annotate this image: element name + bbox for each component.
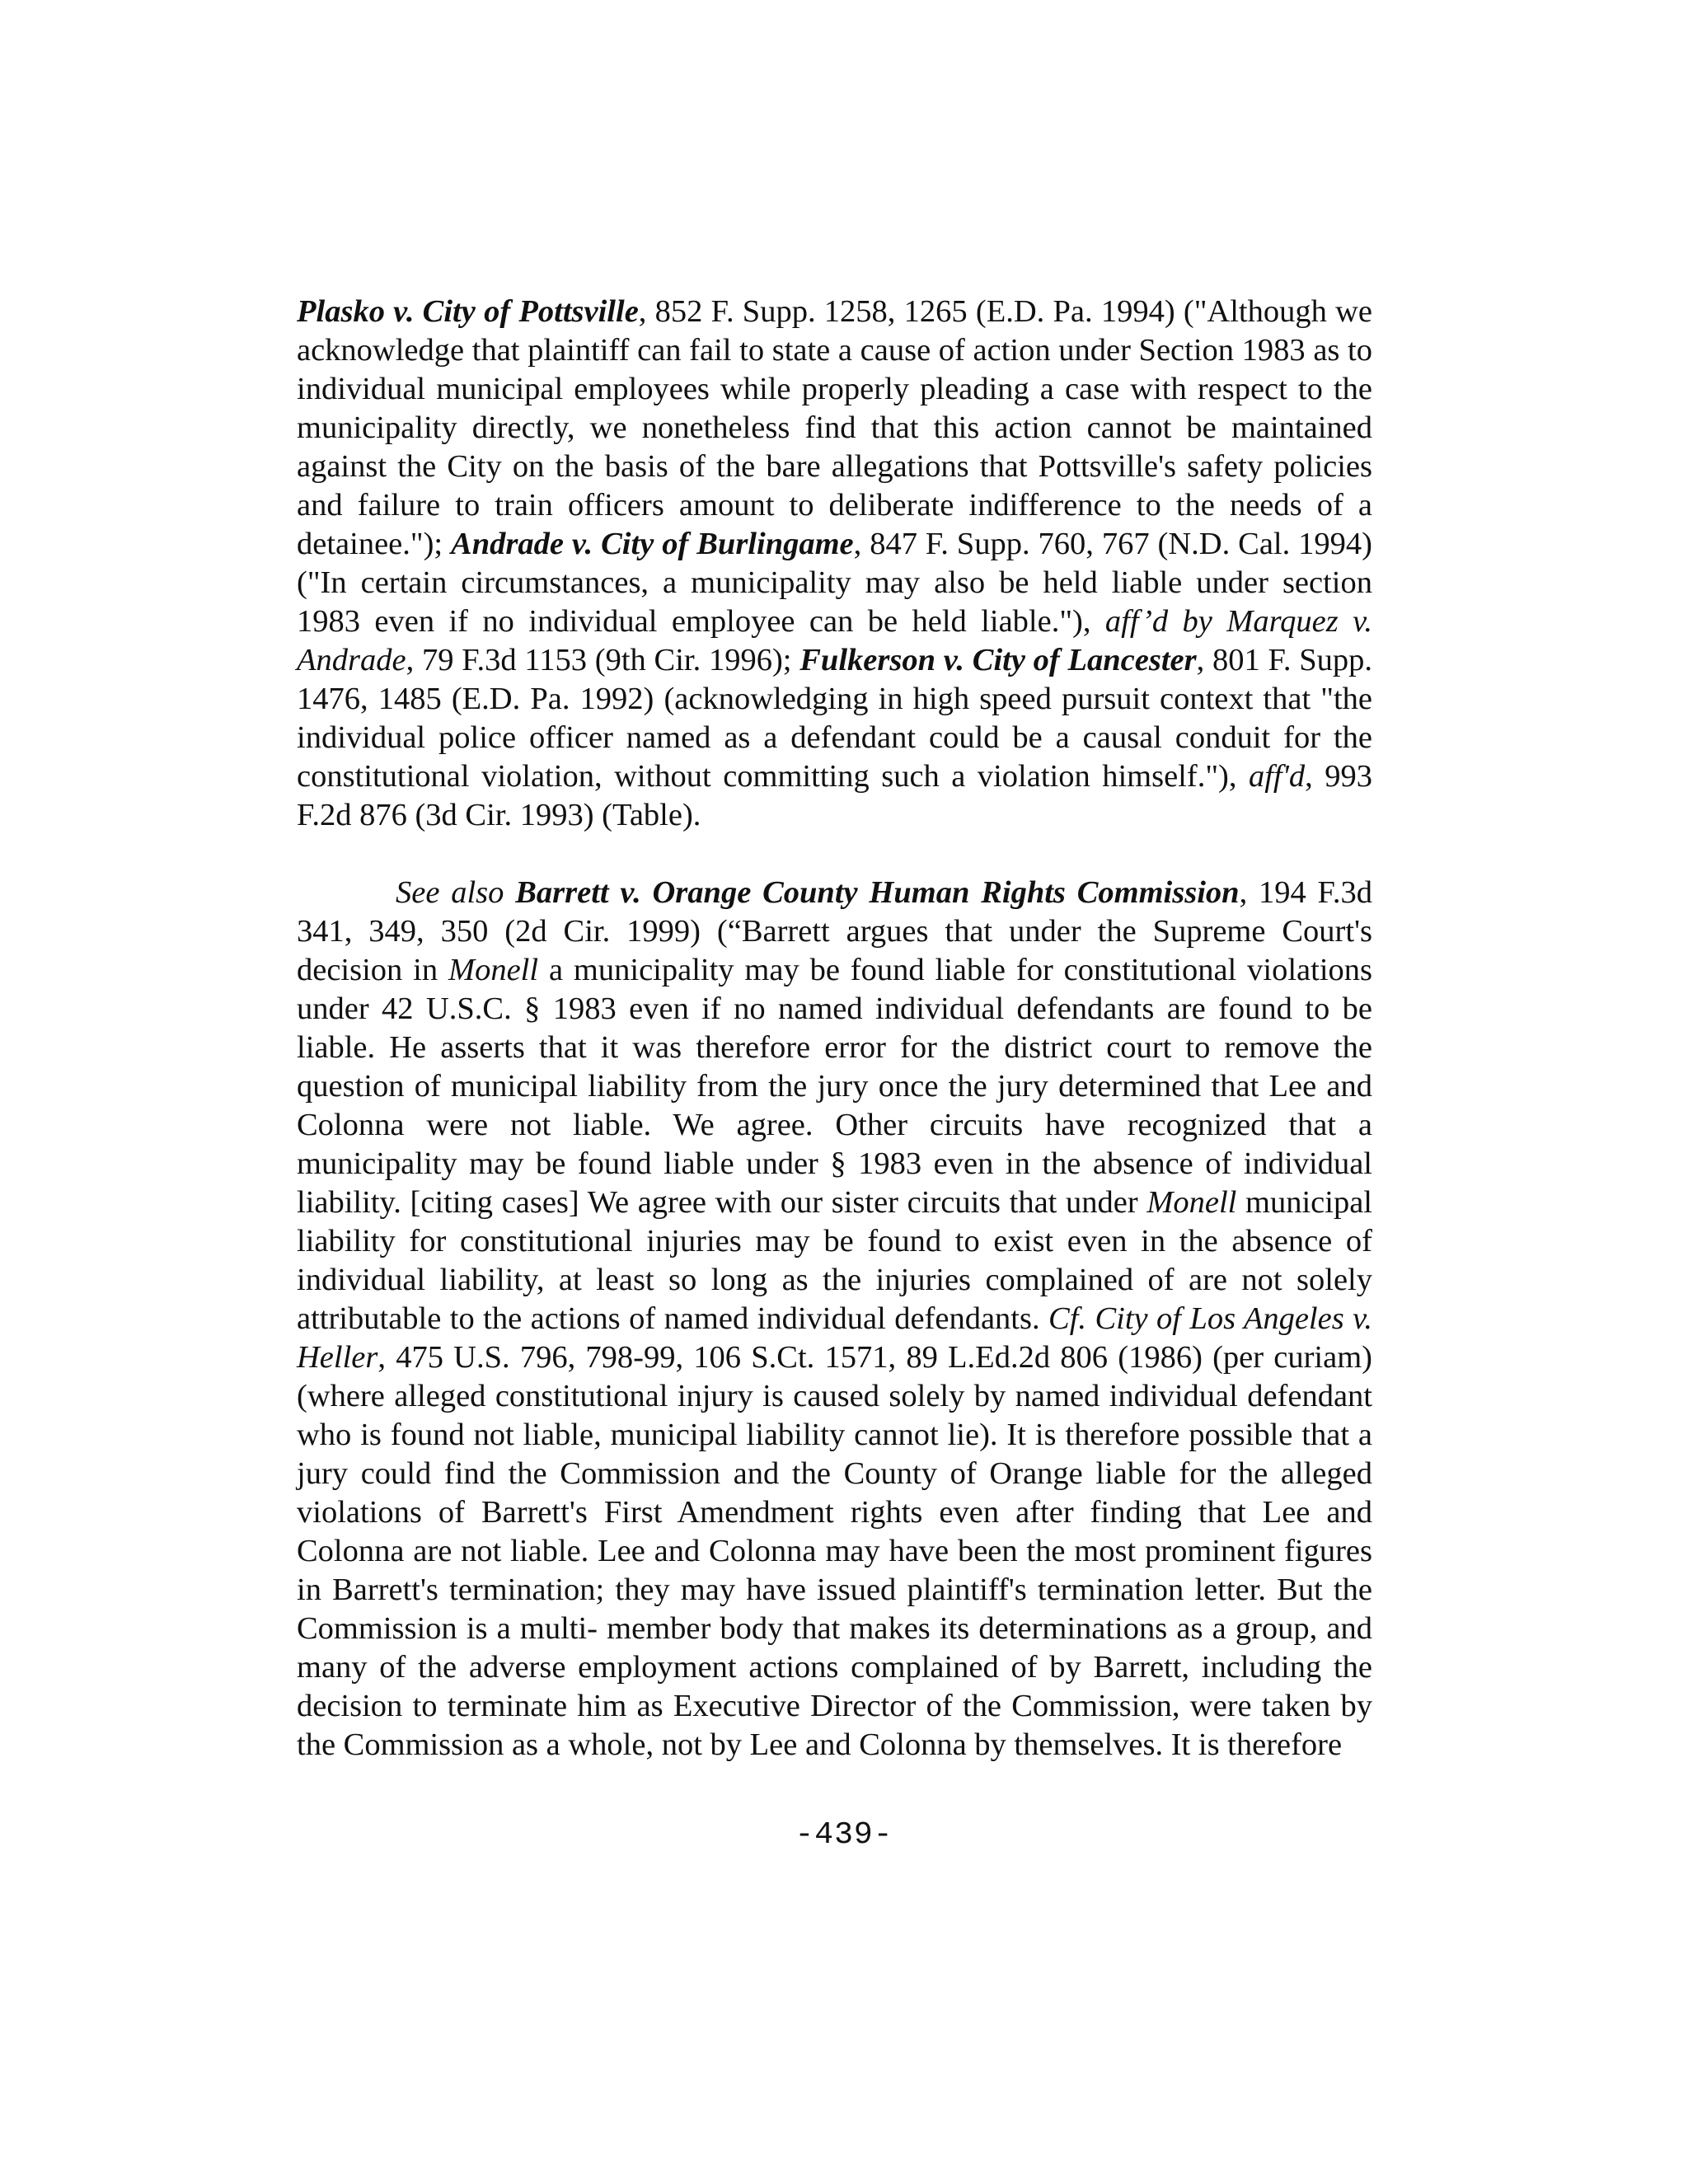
citation-text: , 79 F.3d 1153 (9th Cir. 1996);	[406, 643, 800, 677]
citation-text: , 801 F. Supp. 1476, 1485 (E.D. Pa. 1992) (acknowledging in high speed pursuit context that "the individual police officer named as a defendant could be a causal conduit for the constitutional violation, without committing such a violation himself."),	[297, 643, 1372, 794]
quote-text: , 194 F.3d 341, 349, 350 (2d Cir. 1999) (“Barrett argues that under the Supreme Court's decision in	[297, 875, 1373, 987]
case-name-barrett: Barrett v. Orange County Human Rights Commission	[515, 875, 1240, 910]
case-name-heller: Cf. City of Los Angeles v. Heller	[297, 1301, 1372, 1375]
page-number: -439-	[795, 1817, 893, 1853]
quote-text: a municipality may be found liable for constitutional violations under 42 U.S.C. § 1983 even if no named individual defendants are found to be liable. He asserts that it was therefore error for the district court to remove the question of municipal liability from the jury once the jury determined that Lee and Colonna were not liable. We agree. Other circuits have recognized that a municipality may be found liable under § 1983 even in the absence of individual liability. [citing cases] We agree with our sister circuits that under	[297, 953, 1372, 1220]
citation-text: , 847 F. Supp. 760, 767 (N.D. Cal. 1994) ("In certain circumstances, a municipality may also be held liable under section 1983 even if no individual employee can be held liable."),	[297, 527, 1373, 639]
paragraph-barrett-quote	[297, 874, 1372, 1765]
subsequent-history-affd: aff'd	[1248, 759, 1306, 794]
subsequent-history-marquez: aff’d by Marquez v. Andrade	[297, 604, 1372, 677]
signal-space	[504, 875, 515, 910]
quote-text: , 475 U.S. 796, 798-99, 106 S.Ct. 1571, 89 L.Ed.2d 806 (1986) (per curiam) (where alleged constitutional injury is caused solely by named individual defendant who is found not liable, municipal liability cannot lie). It is therefore possible that a jury could find the Commission and the County of Orange liable for the alleged violations of Barrett's First Amendment rights even after finding that Lee and Colonna are not liable. Lee and Colonna may have been the most prominent figures in Barrett's termination; they may have issued plaintiff's termination letter. But the Commission is a multi- member body that makes its determinations as a group, and many of the adverse employment actions complained of by Barrett, including the decision to terminate him as Executive Director of the Commission, were taken by the Commission as a whole, not by Lee and Colonna by themselves. It is therefore	[297, 1340, 1372, 1762]
case-short-monell: Monell	[448, 953, 539, 987]
body-text	[297, 293, 1372, 1765]
paragraph-plasko-citations	[297, 293, 1372, 835]
signal-see-also: See also	[396, 875, 504, 910]
case-name-fulkerson: Fulkerson v. City of Lancester	[799, 643, 1197, 677]
case-name-andrade: Andrade v. City of Burlingame	[451, 527, 854, 561]
case-short-monell: Monell	[1146, 1185, 1237, 1220]
quote-text: municipal liability for constitutional injuries may be found to exist even in the absence of individual liability, at least so long as the injuries complained of are not solely attributable to the actions of named individual defendants.	[297, 1185, 1373, 1336]
case-name-plasko: Plasko v. City of Pottsville	[297, 294, 639, 329]
citation-text: , 852 F. Supp. 1258, 1265 (E.D. Pa. 1994) ("Although we acknowledge that plaintiff can fail to state a cause of action under Section 1983 as to individual municipal employees while properly pleading a case with respect to the municipality directly, we nonetheless find that this action cannot be maintained against the City on the basis of the bare allegations that Pottsville's safety policies and failure to train officers amount to deliberate indifference to the needs of a detainee.");	[297, 294, 1372, 561]
citation-text: , 993 F.2d 876 (3d Cir. 1993) (Table).	[297, 759, 1372, 832]
